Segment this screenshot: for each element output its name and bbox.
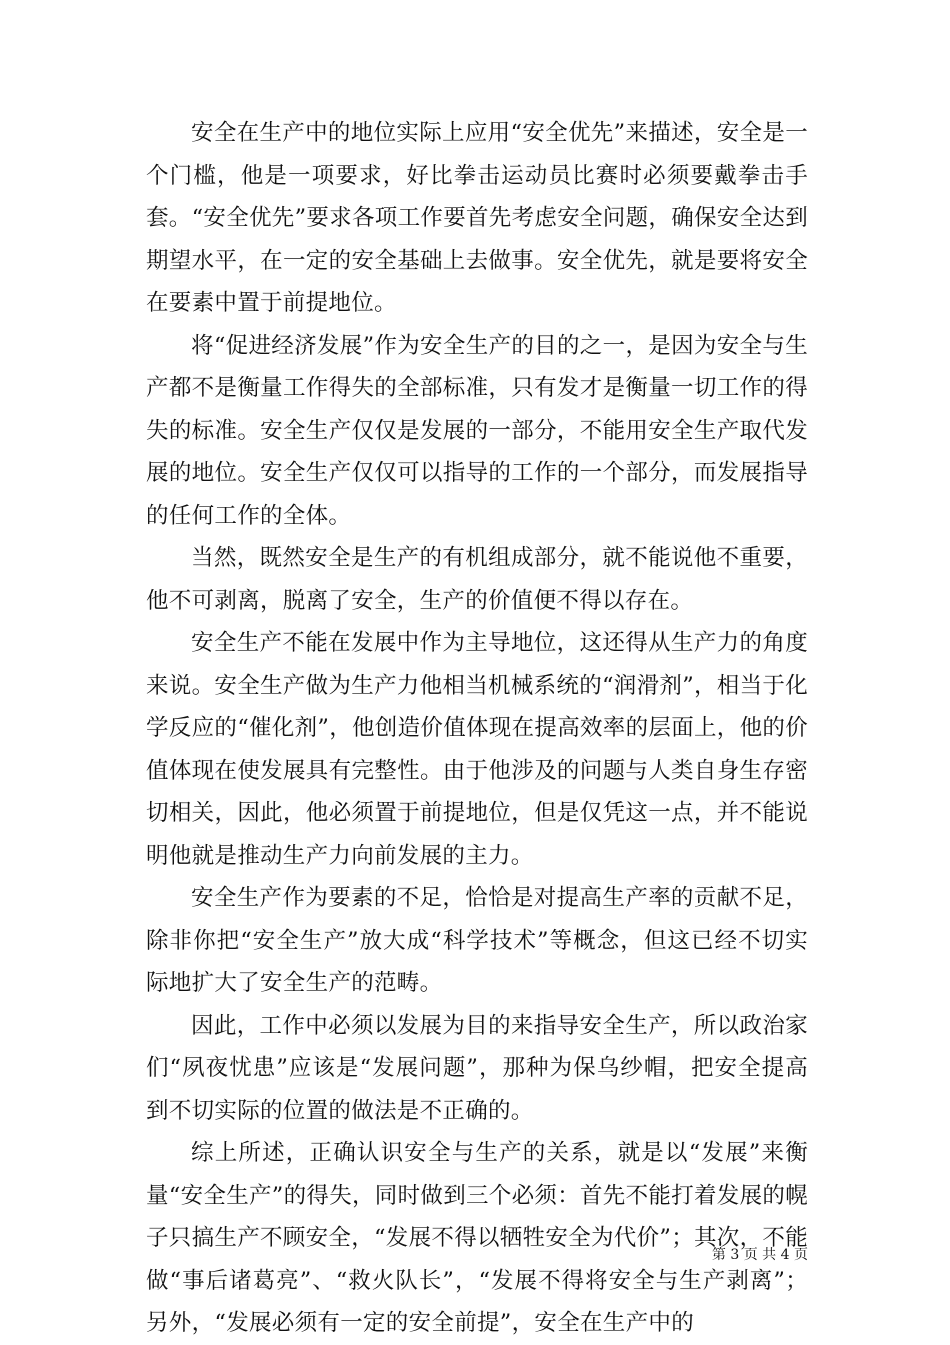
paragraph-summary: 综上所述，正确认识安全与生产的关系，就是以“发展”来衡量“安全生产”的得失，同时做到三个必须：首先不能打着发展的幌子只搞生产不顾安全，“发展不得以牺牲安全为代价”；其次，不能做“事后诸葛亮”、“救火队长”，“发展不得将安全与生产剥离”；另外，“发展必须有一定的安全前提”，安全在生产中的 xyxy=(146,1140,809,1336)
page-number: 第 3 页 共 4 页 xyxy=(711,1247,808,1263)
paragraph-economic-development: 将“促进经济发展”作为安全生产的目的之一，是因为安全与生产都不是衡量工作得失的全部标准，只有发才是衡量一切工作的得失的标准。安全生产仅仅是发展的一部分，不能用安全生产取代发展的地位。安全生产仅仅可以指导的工作的一个部分，而发展指导的任何工作的全体。 xyxy=(146,332,808,529)
body-text xyxy=(146,112,808,1345)
paragraph-productivity: 安全生产不能在发展中作为主导地位，这还得从生产力的角度来说。安全生产做为生产力他相当机械系统的“润滑剂”，相当于化学反应的“催化剂”，他创造价值体现在提高效率的层面上，他的价值体现在使发展具有完整性。由于他涉及的问题与人类自身生存密切相关，因此，他必须置于前提地位，但是仅凭这一点，并不能说明他就是推动生产力向前发展的主力。 xyxy=(146,630,809,869)
paragraph-insufficiency: 安全生产作为要素的不足，恰恰是对提高生产率的贡献不足，除非你把“安全生产”放大成“科学技术”等概念，但这已经不切实际地扩大了安全生产的范畴。 xyxy=(146,885,808,996)
paragraph-guidance: 因此，工作中必须以发展为目的来指导安全生产，所以政治家们“夙夜忧患”应该是“发展问题”，那种为保乌纱帽，把安全提高到不切实际的位置的做法是不正确的。 xyxy=(146,1012,808,1124)
paragraph-organic-part: 当然，既然安全是生产的有机组成部分，就不能说他不重要，他不可剥离，脱离了安全，生产的价值便不得以存在。 xyxy=(146,545,808,614)
paragraph-safety-priority: 安全在生产中的地位实际上应用“安全优先”来描述，安全是一个门槛，他是一项要求，好比拳击运动员比赛时必须要戴拳击手套。“安全优先”要求各项工作要首先考虑安全问题，确保安全达到期望水平，在一定的安全基础上去做事。安全优先，就是要将安全在要素中置于前提地位。 xyxy=(146,120,809,316)
